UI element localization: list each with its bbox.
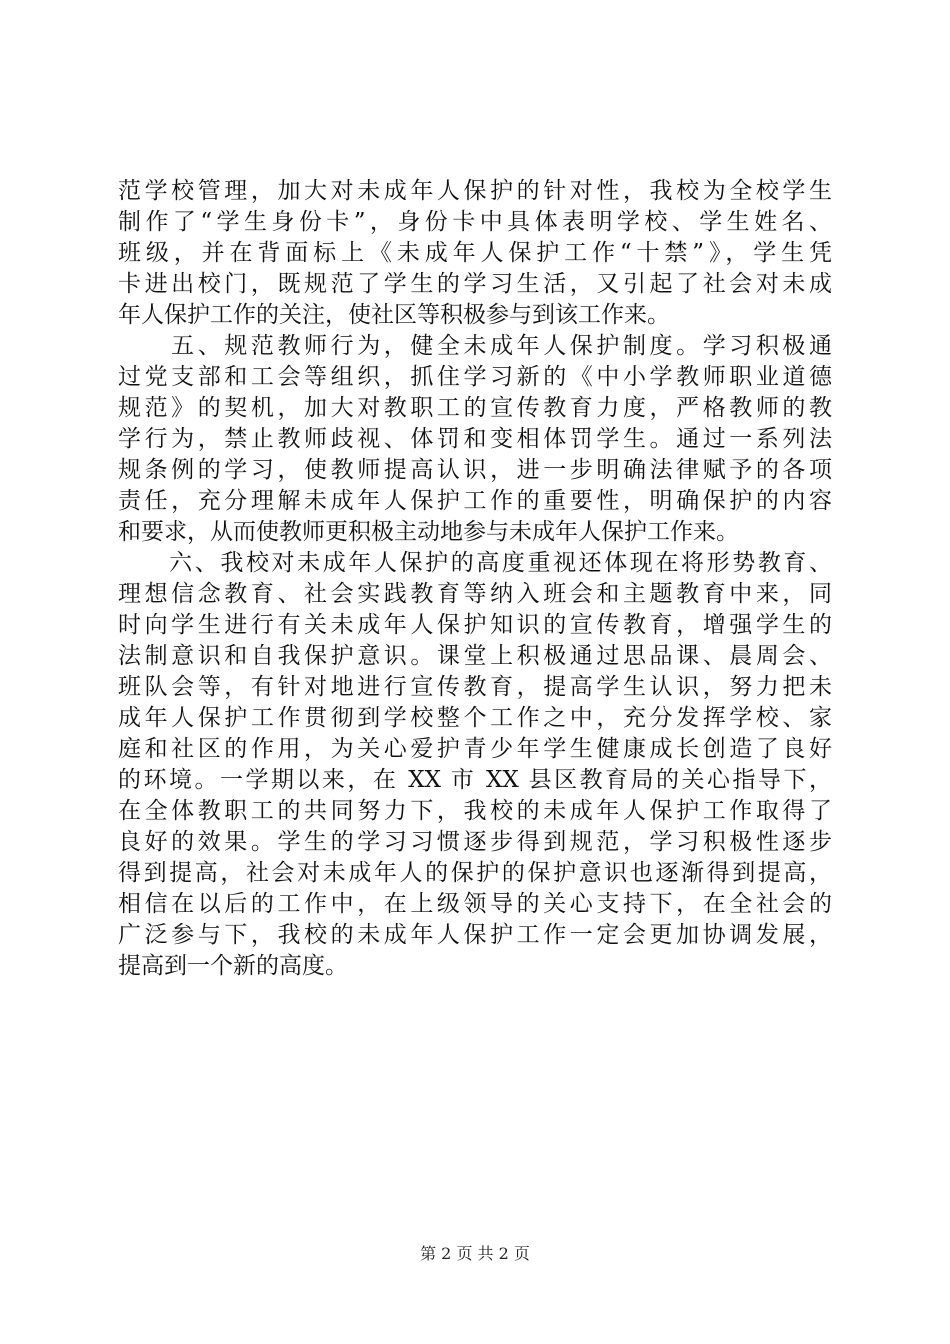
text-line: 范学校管理，加大对未成年人保护的针对性，我校为全校学生 (118, 178, 832, 204)
text-line: 责任，充分理解未成年人保护工作的重要性，明确保护的内容 (118, 488, 832, 514)
text-line: 五、规范教师行为，健全未成年人保护制度。学习积极通 (118, 333, 832, 359)
body-text (118, 176, 832, 982)
text-line: 卡进出校门，既规范了学生的学习生活，又引起了社会对未成 (118, 271, 832, 297)
text-line: 学行为，禁止教师歧视、体罚和变相体罚学生。通过一系列法 (118, 426, 832, 452)
text-line: 班队会等，有针对地进行宣传教育，提高学生认识，努力把未 (118, 674, 832, 700)
text-line: 相信在以后的工作中，在上级领导的关心支持下，在全社会的 (118, 891, 832, 917)
text-line: 在全体教职工的共同努力下，我校的未成年人保护工作取得了 (118, 798, 832, 824)
text-line: 良好的效果。学生的学习习惯逐步得到规范，学习积极性逐步 (118, 829, 832, 855)
text-line: 的环境。一学期以来，在 XX 市 XX 县区教育局的关心指导下， (118, 767, 832, 793)
text-line: 提高到一个新的高度。 (118, 953, 348, 979)
text-line: 理想信念教育、社会实践教育等纳入班会和主题教育中来，同 (118, 581, 832, 607)
text-line: 制作了“学生身份卡”，身份卡中具体表明学校、学生姓名、 (118, 209, 832, 235)
text-line: 广泛参与下，我校的未成年人保护工作一定会更加协调发展， (118, 922, 832, 948)
text-line: 法制意识和自我保护意识。课堂上积极通过思品课、晨周会、 (118, 643, 832, 669)
text-line: 庭和社区的作用，为关心爱护青少年学生健康成长创造了良好 (118, 736, 832, 762)
text-line: 和要求，从而使教师更积极主动地参与未成年人保护工作来。 (118, 519, 739, 545)
text-line: 六、我校对未成年人保护的高度重视还体现在将形势教育、 (118, 550, 832, 576)
text-line: 规条例的学习，使教师提高认识，进一步明确法律赋予的各项 (118, 457, 832, 483)
text-line: 得到提高，社会对未成年人的保护的保护意识也逐渐得到提高， (118, 860, 832, 886)
text-line: 过党支部和工会等组织，抓住学习新的《中小学教师职业道德 (118, 364, 832, 390)
page-footer: 第 2 页 共 2 页 (420, 1244, 530, 1263)
text-line: 班级，并在背面标上《未成年人保护工作“十禁”》，学生凭 (118, 240, 832, 266)
text-line: 规范》的契机，加大对教职工的宣传教育力度，严格教师的教 (118, 395, 832, 421)
text-line: 年人保护工作的关注，使社区等积极参与到该工作来。 (118, 302, 670, 328)
text-line: 成年人保护工作贯彻到学校整个工作之中，充分发挥学校、家 (118, 705, 832, 731)
text-line: 时向学生进行有关未成年人保护知识的宣传教育，增强学生的 (118, 612, 832, 638)
